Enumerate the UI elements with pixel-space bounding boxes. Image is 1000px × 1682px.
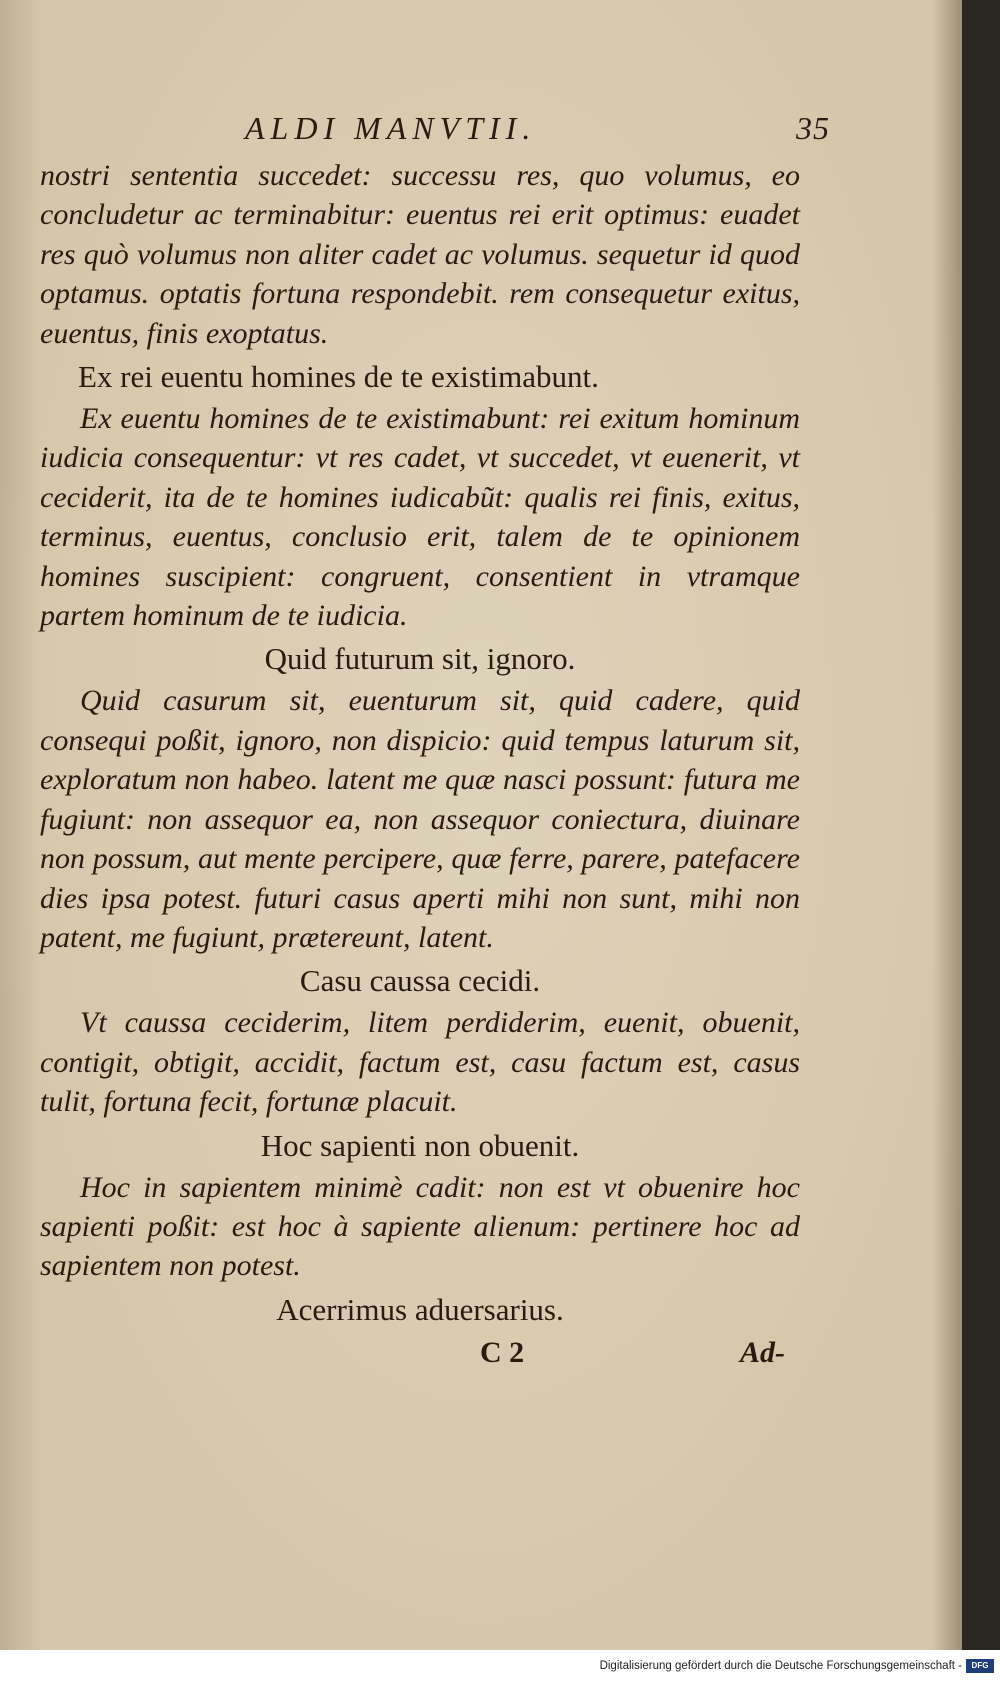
- paragraph-4: Vt caussa ceciderim, litem perdiderim, euenit, obuenit, contigit, obtigit, accidit, factum est, casu factum est, casus tulit, fortuna fecit, fortunæ placuit.: [40, 1006, 800, 1119]
- paragraph-1: nostri sententia succedet: successu res, quo volumus, eo concludetur ac terminabitur: euentus rei erit optimus: euadet res quò volumus non aliter cadet ac volumus. sequetur id quod optamus. optatis fortuna respondebit. rem consequetur exitus, euentus, finis exoptatus.: [40, 159, 800, 350]
- catchword: Ad-: [740, 1335, 785, 1369]
- running-head-title: ALDI MANVTII.: [245, 110, 537, 146]
- page-number: 35: [796, 110, 830, 146]
- lemma-heading-1: Ex rei euentu homines de te existimabunt.: [78, 359, 599, 395]
- paragraph-5: Hoc in sapientem minimè cadit: non est vt obuenire hoc sapienti poßit: est hoc à sapiente alienum: pertinere hoc ad sapientem non potest.: [40, 1170, 800, 1283]
- lemma-heading-3: Casu caussa cecidi.: [299, 963, 541, 999]
- paragraph-3: Quid casurum sit, euenturum sit, quid cadere, quid consequi poßit, ignoro, non dispicio: quid tempus laturum sit, exploratum non habeo. latent me quæ nasci possunt: futura me fugiunt: non assequor ea, non assequor coniectura, diuinare non possum, aut mente percipere, quæ ferre, parere, patefacere dies ipsa potest. futuri casus aperti mihi non sunt, mihi non patent, me fugiunt, prætereunt, latent.: [40, 684, 800, 954]
- lemma-heading-5: Acerrimus aduersarius.: [276, 1291, 564, 1327]
- text-column: [40, 110, 830, 1380]
- page-footer: [40, 1336, 800, 1380]
- signature-mark: C 2: [480, 1335, 525, 1369]
- credit-text: Digitalisierung gefördert durch die Deutsche Forschungsgemeinschaft -: [599, 1660, 962, 1672]
- paragraph-2: Ex euentu homines de te existimabunt: rei exitum hominum iudicia consequentur: vt res cadet, vt succedet, vt euenerit, vt ceciderit, ita de te homines iudicabũt: qualis rei finis, exitus, terminus, euentus, conclusio erit, talem de te opinionem homines suscipient: congruent, consentient in vtramque partem hominum de te iudicia.: [40, 402, 800, 633]
- lemma-heading-2: Quid futurum sit, ignoro.: [264, 641, 576, 677]
- dfg-logo-icon: DFG: [966, 1659, 994, 1673]
- running-head: [40, 110, 830, 162]
- digitization-credit: [0, 1650, 1000, 1682]
- lemma-heading-4: Hoc sapienti non obuenit.: [260, 1127, 580, 1163]
